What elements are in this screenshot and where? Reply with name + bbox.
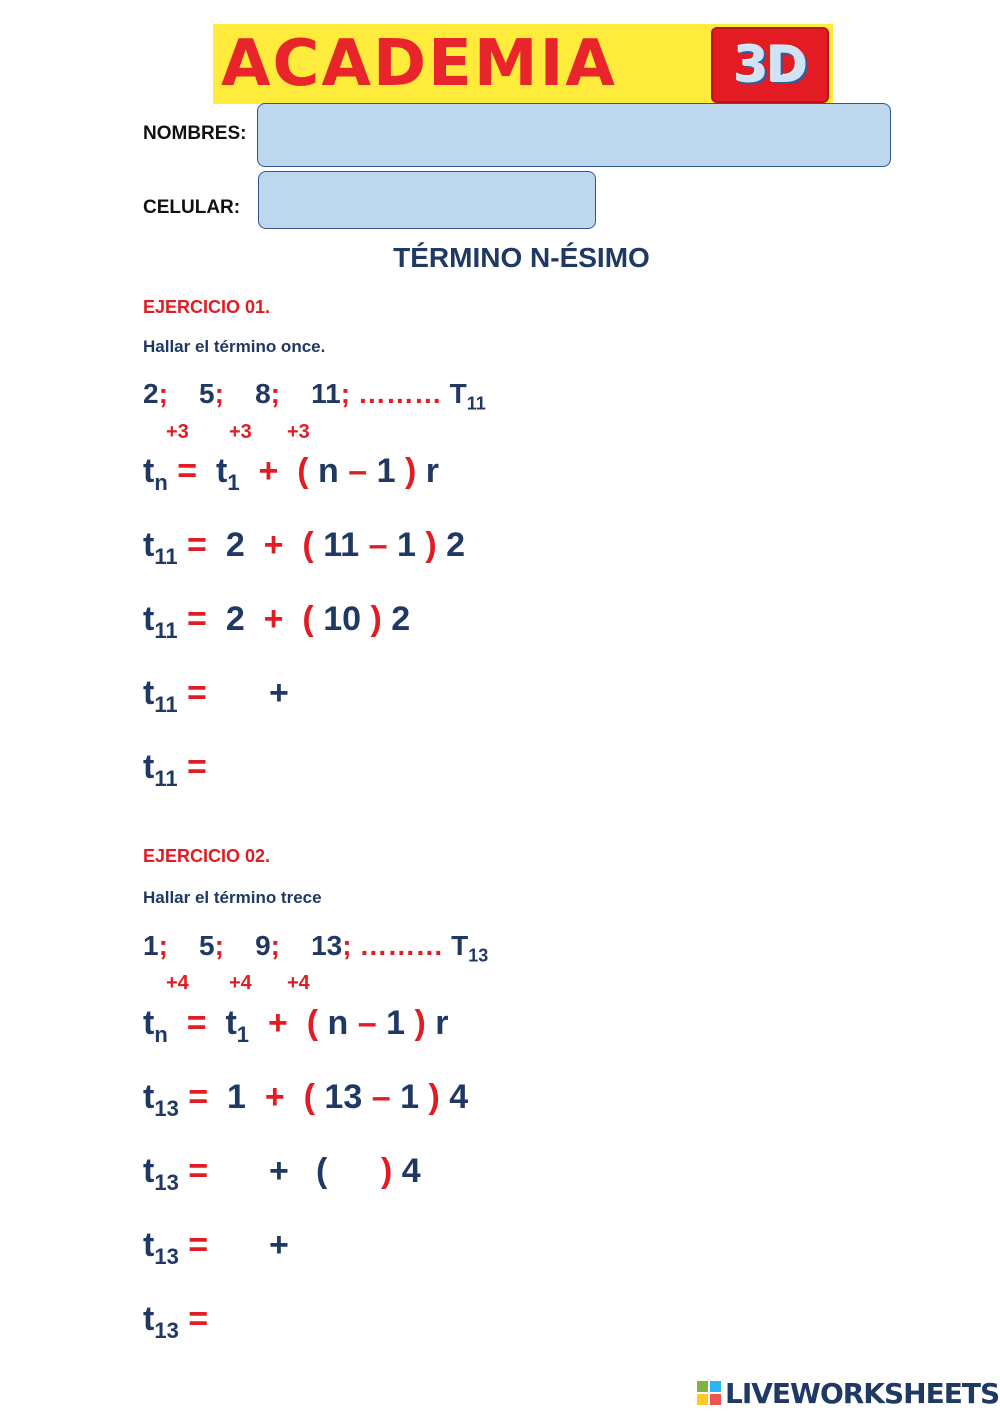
formula-substitution: $t_{11} = 2$ + ( 11 – 1 ) 2 — [143, 526, 466, 569]
exercise-2-description: Hallar el término trece — [143, 888, 322, 907]
formula-substitution: $t_{13} = 1$ + ( 13 – 1 ) 4 — [143, 1078, 469, 1121]
formula-plus: + — [269, 1226, 289, 1264]
logo-badge-text: 3D — [733, 36, 807, 94]
formula-blank-step: $t_{13}$ = — [143, 1226, 209, 1269]
seq-term: 2 — [143, 378, 159, 409]
seq-target: T — [449, 378, 467, 409]
celular-input[interactable] — [258, 171, 596, 229]
exercise-1-sequence: 2; 5; 8; 11; ……… $T_{11}$ — [143, 378, 486, 414]
difference-label: +4 — [166, 972, 189, 994]
footer-brand: LIVEWORKSHEETS — [725, 1377, 1000, 1410]
formula-result: $t_{11}$ = — [143, 748, 207, 791]
difference-label: +3 — [166, 421, 189, 443]
formula-plus: + — [269, 674, 289, 712]
exercise-2-sequence: 1; 5; 9; 13; ……… $T_{13}$ — [143, 930, 489, 966]
exercise-1-title: EJERCICIO 01. — [143, 297, 271, 317]
seq-target-sub: 13 — [468, 945, 489, 966]
seq-term: 5 — [199, 378, 215, 409]
seq-ellipsis: ……… — [357, 378, 442, 409]
exercise-1-description: Hallar el término once. — [143, 337, 326, 356]
seq-term: 13 — [311, 930, 343, 961]
formula-step: $t_{11} = 2$ + ( 10 ) 2 — [143, 600, 411, 643]
formula-paren-factor: ) 4 — [381, 1152, 421, 1190]
formula-general: $t_n = t_1$ + ( n – 1 ) r — [143, 452, 440, 495]
nombres-input[interactable] — [257, 103, 891, 167]
seq-term: 9 — [255, 930, 271, 961]
liveworksheets-logo-icon — [697, 1381, 721, 1405]
difference-label: +4 — [287, 972, 310, 994]
formula-plus: + — [269, 1152, 289, 1190]
formula-blank-step: $t_{11}$ = — [143, 674, 207, 717]
seq-target-sub: 11 — [466, 393, 486, 414]
difference-label: +3 — [229, 421, 252, 443]
academia-logo — [213, 24, 833, 104]
formula-blank-step: $t_{13}$ = — [143, 1152, 209, 1195]
celular-label: CELULAR: — [143, 197, 241, 218]
seq-target: T — [451, 930, 469, 961]
logo-3d-badge — [711, 27, 829, 103]
formula-general: $t_n = t_1$ + ( n – 1 ) r — [143, 1004, 449, 1047]
formula-left-paren: ( — [316, 1152, 328, 1190]
seq-term: 5 — [199, 930, 215, 961]
seq-term: 8 — [255, 378, 271, 409]
difference-label: +4 — [229, 972, 252, 994]
difference-label: +3 — [287, 421, 310, 443]
formula-result: $t_{13}$ = — [143, 1300, 209, 1343]
seq-term: 1 — [143, 930, 159, 961]
logo-text: ACADEMIA — [221, 27, 617, 101]
page-title: TÉRMINO N-ÉSIMO — [393, 242, 650, 273]
seq-term: 11 — [311, 378, 341, 409]
exercise-2-title: EJERCICIO 02. — [143, 846, 271, 866]
nombres-label: NOMBRES: — [143, 123, 247, 144]
seq-ellipsis: ……… — [359, 930, 444, 961]
